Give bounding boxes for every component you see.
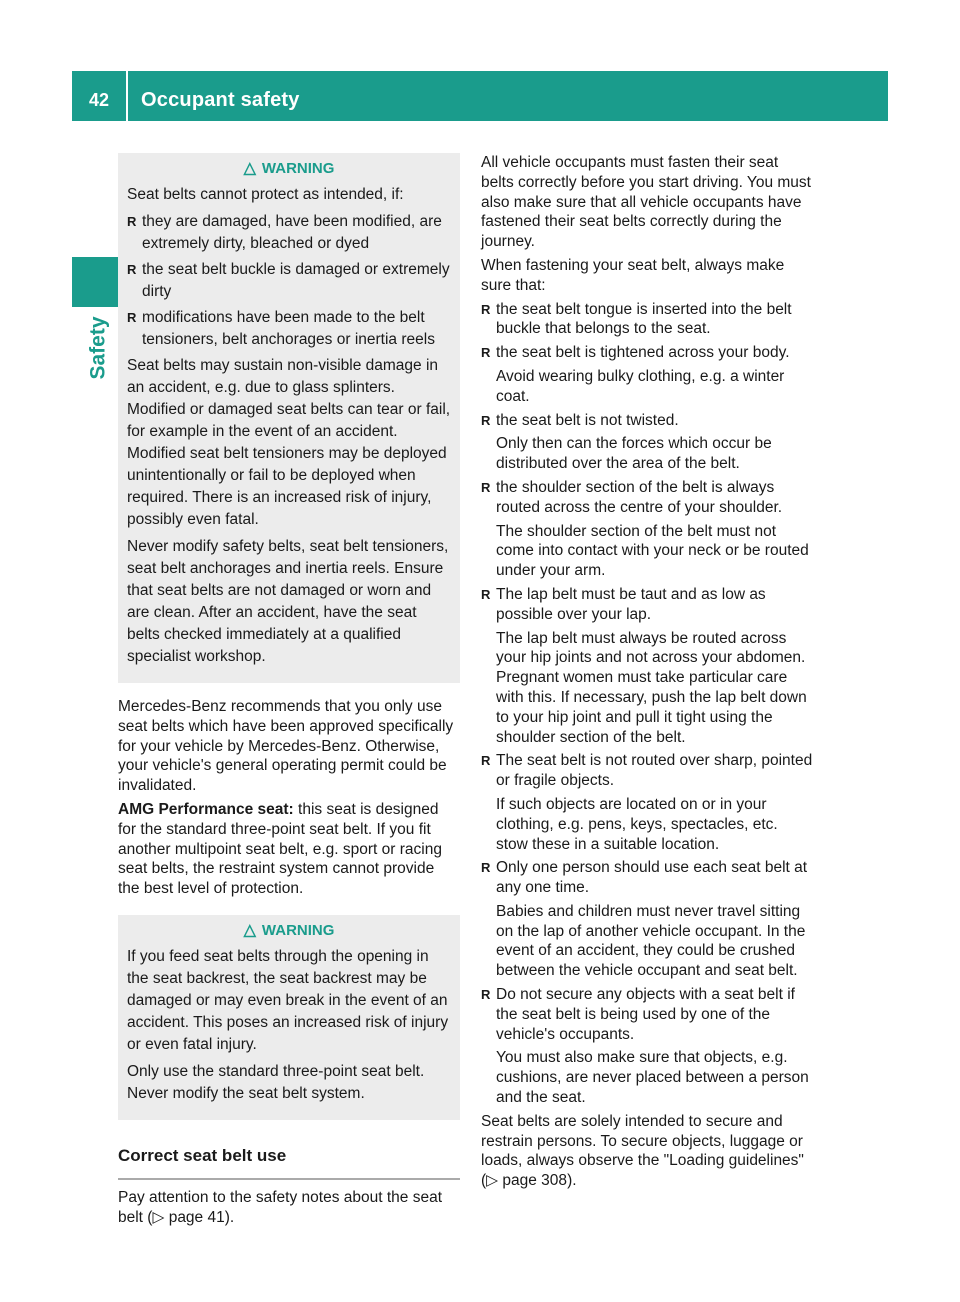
warning-list bbox=[127, 211, 451, 351]
warning-intro: Seat belts cannot protect as intended, if: bbox=[127, 186, 404, 203]
checklist-item-note: If such objects are located on or in your clothing, e.g. pens, keys, spectacles, etc. stow these in a suitable location. bbox=[496, 795, 778, 853]
page-reference-link[interactable]: ▷ page 308 bbox=[486, 1172, 568, 1190]
checklist-item-main: the seat belt is not twisted. bbox=[496, 411, 679, 429]
checklist-item bbox=[481, 751, 813, 854]
body-paragraph: When fastening your seat belt, always make sure that: bbox=[481, 256, 785, 294]
checklist-item bbox=[481, 478, 813, 581]
checklist-item bbox=[481, 858, 813, 981]
checklist-item-note: Only then can the forces which occur be distributed over the area of the belt. bbox=[496, 435, 772, 473]
warning-title: WARNING bbox=[261, 921, 335, 939]
warning-box bbox=[118, 915, 460, 1120]
checklist bbox=[481, 300, 813, 1108]
ref-text: Pay attention to the safety notes about the seat belt ( bbox=[118, 1188, 443, 1226]
amg-seat-label: AMG Performance seat: bbox=[118, 800, 294, 818]
checklist-item-main: Do not secure any objects with a seat belt if the seat belt is being used by one of the vehicle's occupants. bbox=[496, 986, 795, 1043]
checklist-item bbox=[481, 585, 813, 747]
closing-text-end: ). bbox=[567, 1172, 577, 1190]
warning-triangle-icon: △ bbox=[243, 921, 256, 939]
right-column bbox=[481, 153, 813, 1195]
warning-list-item: R the seat belt buckle is damaged or extremely dirty bbox=[127, 259, 451, 303]
ref-text-end: ). bbox=[224, 1208, 235, 1226]
closing-text: Seat belts are solely intended to secure and restrain persons. To secure objects, luggage or loads, always observe the "Loading guidelines" ( bbox=[481, 1112, 804, 1190]
warning-triangle-icon: △ bbox=[243, 160, 256, 177]
warning-text: Never modify safety belts, seat belt tensioners, seat belt anchorages and inertia reels. Ensure that seat belts are not damaged or worn and are clean. After an accident, have the seat belts checked immediately at a qualified specialist workshop. bbox=[127, 538, 449, 665]
warning-heading bbox=[127, 920, 451, 942]
side-tab-label: Safety bbox=[87, 316, 110, 380]
checklist-item bbox=[481, 985, 813, 1108]
checklist-item-main: Only one person should use each seat belt at any one time. bbox=[496, 859, 808, 897]
warning-list-item: R they are damaged, have been modified, are extremely dirty, bleached or dyed bbox=[127, 211, 451, 255]
checklist-item-note: The lap belt must always be routed across your hip joints and not across your abdomen. Pregnant women must take particular care with this. If necessary, push the lap belt down to your hip joint and pull it tight using the shoulder section of the belt. bbox=[496, 629, 807, 746]
checklist-item bbox=[481, 411, 813, 474]
checklist-item-main: the seat belt is tightened across your body. bbox=[496, 344, 790, 362]
subheading: Correct seat belt use bbox=[118, 1146, 460, 1180]
page-number: 42 bbox=[88, 90, 110, 110]
checklist-item bbox=[481, 343, 813, 406]
checklist-item-main: The seat belt is not routed over sharp, pointed or fragile objects. bbox=[496, 752, 813, 790]
body-paragraph bbox=[481, 1112, 813, 1191]
body-paragraph: Mercedes-Benz recommends that you only use seat belts which have been approved specifically for your vehicle by Mercedes-Benz. Otherwise, your vehicle's general operating permit could be invalidated. bbox=[118, 698, 454, 795]
body-paragraph bbox=[118, 1188, 460, 1228]
checklist-item bbox=[481, 300, 813, 340]
checklist-item-note: Babies and children must never travel sitting on the lap of another vehicle occupant. In the event of an accident, they could be crushed between the vehicle occupant and seat belt. bbox=[496, 902, 806, 980]
header-divider bbox=[126, 71, 128, 121]
page-reference-link[interactable]: ▷ page 41 bbox=[152, 1208, 225, 1226]
left-column bbox=[118, 153, 460, 1231]
warning-box bbox=[118, 153, 460, 683]
checklist-item-note: Avoid wearing bulky clothing, e.g. a winter coat. bbox=[496, 367, 785, 405]
checklist-item-main: the shoulder section of the belt is always routed across the centre of your shoulder. bbox=[496, 478, 783, 516]
warning-text: Seat belts may sustain non-visible damage in an accident, e.g. due to glass splinters. Modified or damaged seat belts can tear or fail, for example in the event of an accident. Modified seat belt tensioners may be deployed unintentionally or fail to be deployed when required. There is an increased risk of injury, possibly even fatal. bbox=[127, 357, 451, 528]
body-paragraph bbox=[118, 800, 460, 899]
checklist-item-note: You must also make sure that objects, e.g. cushions, are never placed between a person and the seat. bbox=[496, 1049, 809, 1107]
warning-title: WARNING bbox=[261, 160, 335, 177]
amg-seat-text: this seat is designed for the standard three-point seat belt. If you fit another multipoint seat belt, e.g. sport or racing seat belts, the restraint system cannot provide the best level of protection. bbox=[118, 800, 442, 898]
checklist-item-main: the seat belt tongue is inserted into the belt buckle that belongs to the seat. bbox=[496, 300, 792, 338]
warning-text: Only use the standard three-point seat belt. Never modify the seat belt system. bbox=[127, 1062, 425, 1102]
warning-text: If you feed seat belts through the opening in the seat backrest, the seat backrest may be damaged or may even break in the event of an accident. This poses an increased risk of injury or even fatal injury. bbox=[127, 947, 449, 1053]
section-title: Occupant safety bbox=[141, 89, 300, 111]
checklist-item-note: The shoulder section of the belt must not come into contact with your neck or be routed under your arm. bbox=[496, 522, 809, 580]
body-paragraph: All vehicle occupants must fasten their seat belts correctly before you start driving. You must also make sure that all vehicle occupants have fastened their seat belts correctly during the journey. bbox=[481, 154, 811, 251]
checklist-item-main: The lap belt must be taut and as low as possible over your lap. bbox=[496, 585, 766, 623]
warning-heading bbox=[127, 158, 451, 180]
warning-list-item: R modifications have been made to the belt tensioners, belt anchorages or inertia reels bbox=[127, 307, 451, 351]
